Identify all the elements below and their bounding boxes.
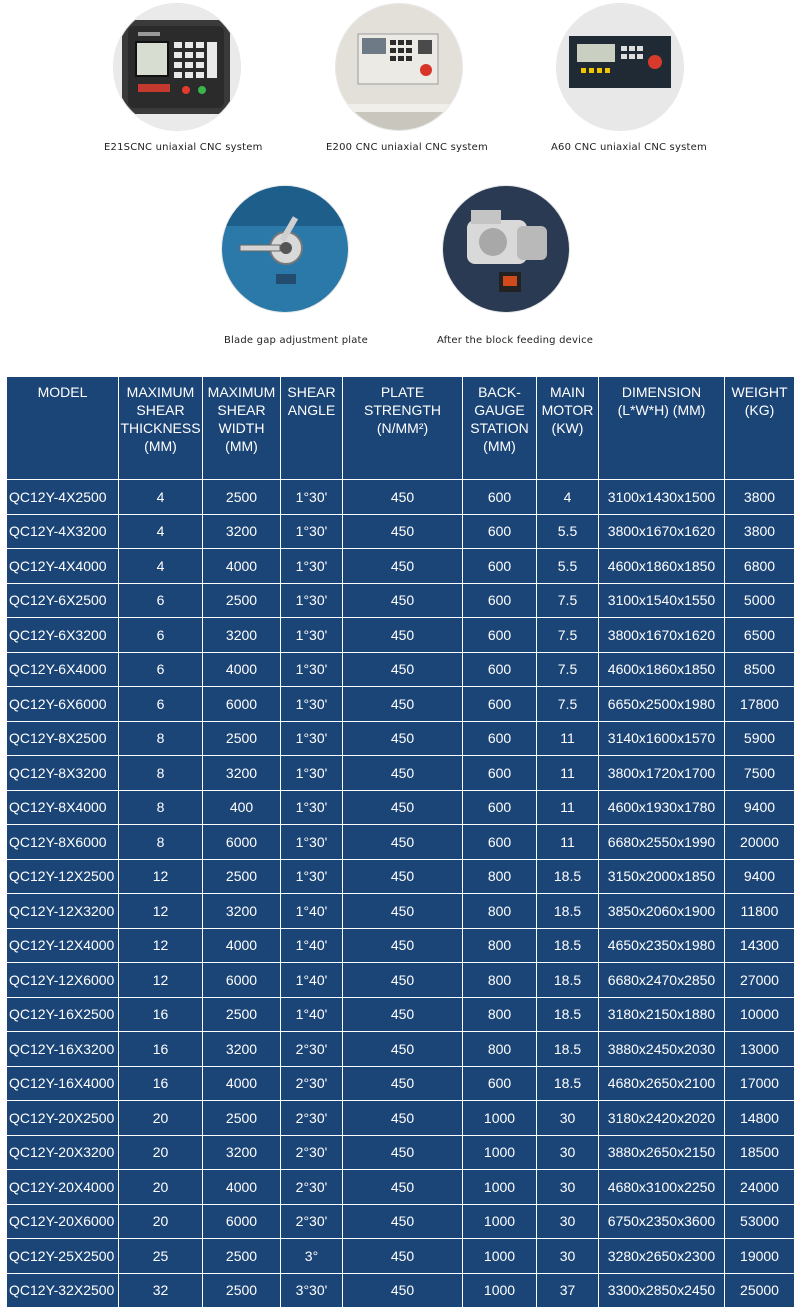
cell-backgauge: 800 <box>463 963 537 998</box>
cell-model: QC12Y-16X2500 <box>7 997 119 1032</box>
cell-strength: 450 <box>343 549 463 584</box>
cell-width: 6000 <box>203 963 281 998</box>
cell-angle: 1°30' <box>281 618 343 653</box>
cell-motor: 11 <box>537 825 599 860</box>
cell-dimension: 4600x1860x1850 <box>599 549 725 584</box>
cell-backgauge: 600 <box>463 790 537 825</box>
cell-strength: 450 <box>343 997 463 1032</box>
cell-width: 3200 <box>203 514 281 549</box>
cell-backgauge: 800 <box>463 859 537 894</box>
cell-width: 4000 <box>203 1170 281 1205</box>
e200-panel-photo <box>336 4 462 130</box>
cell-backgauge: 600 <box>463 514 537 549</box>
cell-thickness: 12 <box>119 894 203 929</box>
table-row <box>7 652 795 687</box>
cell-strength: 450 <box>343 583 463 618</box>
header-weight: WEIGHT (KG) <box>725 377 795 480</box>
cell-model: QC12Y-32X2500 <box>7 1273 119 1308</box>
cell-width: 2500 <box>203 859 281 894</box>
cell-width: 4000 <box>203 928 281 963</box>
cell-angle: 1°30' <box>281 514 343 549</box>
cell-width: 2500 <box>203 1239 281 1274</box>
cell-weight: 3800 <box>725 514 795 549</box>
cell-angle: 1°40' <box>281 928 343 963</box>
cell-weight: 24000 <box>725 1170 795 1205</box>
cell-thickness: 4 <box>119 549 203 584</box>
cell-motor: 30 <box>537 1204 599 1239</box>
feeding-device-caption: After the block feeding device <box>437 335 594 346</box>
cell-angle: 1°30' <box>281 687 343 722</box>
cell-weight: 9400 <box>725 790 795 825</box>
cell-strength: 450 <box>343 1032 463 1067</box>
cell-weight: 5900 <box>725 721 795 756</box>
cell-backgauge: 600 <box>463 756 537 791</box>
cell-thickness: 20 <box>119 1204 203 1239</box>
cell-angle: 2°30' <box>281 1170 343 1205</box>
cell-dimension: 4650x2350x1980 <box>599 928 725 963</box>
cell-motor: 11 <box>537 721 599 756</box>
cell-model: QC12Y-20X2500 <box>7 1101 119 1136</box>
table-row <box>7 997 795 1032</box>
cell-model: QC12Y-8X2500 <box>7 721 119 756</box>
header-thickness: MAXIMUM SHEAR THICKNESS (MM) <box>119 377 203 480</box>
cell-dimension: 3150x2000x1850 <box>599 859 725 894</box>
table-row <box>7 480 795 515</box>
cell-motor: 30 <box>537 1170 599 1205</box>
table-row <box>7 825 795 860</box>
table-row <box>7 859 795 894</box>
cell-motor: 18.5 <box>537 1032 599 1067</box>
header-strength: PLATE STRENGTH (N/MM²) <box>343 377 463 480</box>
cell-dimension: 3100x1540x1550 <box>599 583 725 618</box>
cell-thickness: 25 <box>119 1239 203 1274</box>
cell-strength: 450 <box>343 721 463 756</box>
cell-motor: 30 <box>537 1101 599 1136</box>
cell-weight: 19000 <box>725 1239 795 1274</box>
cell-backgauge: 1000 <box>463 1101 537 1136</box>
cell-angle: 1°30' <box>281 756 343 791</box>
cell-backgauge: 800 <box>463 894 537 929</box>
table-row <box>7 687 795 722</box>
cell-strength: 450 <box>343 894 463 929</box>
cell-backgauge: 1000 <box>463 1239 537 1274</box>
header-row <box>7 377 795 480</box>
cell-dimension: 4680x3100x2250 <box>599 1170 725 1205</box>
table-row <box>7 1066 795 1101</box>
cell-backgauge: 600 <box>463 480 537 515</box>
cell-motor: 18.5 <box>537 859 599 894</box>
cell-backgauge: 1000 <box>463 1170 537 1205</box>
table-row <box>7 583 795 618</box>
cell-motor: 18.5 <box>537 1066 599 1101</box>
cell-model: QC12Y-6X6000 <box>7 687 119 722</box>
cell-dimension: 6650x2500x1980 <box>599 687 725 722</box>
cell-dimension: 3280x2650x2300 <box>599 1239 725 1274</box>
cell-angle: 1°30' <box>281 859 343 894</box>
cell-width: 3200 <box>203 1135 281 1170</box>
cell-thickness: 8 <box>119 756 203 791</box>
cell-dimension: 3180x2150x1880 <box>599 997 725 1032</box>
cell-thickness: 16 <box>119 1032 203 1067</box>
cell-backgauge: 800 <box>463 997 537 1032</box>
cell-weight: 7500 <box>725 756 795 791</box>
cell-dimension: 4600x1930x1780 <box>599 790 725 825</box>
cell-angle: 1°40' <box>281 894 343 929</box>
cell-strength: 450 <box>343 652 463 687</box>
cell-motor: 7.5 <box>537 652 599 687</box>
cell-dimension: 3800x1670x1620 <box>599 514 725 549</box>
cell-model: QC12Y-6X3200 <box>7 618 119 653</box>
cell-weight: 53000 <box>725 1204 795 1239</box>
table-row <box>7 549 795 584</box>
cell-dimension: 6680x2470x2850 <box>599 963 725 998</box>
cell-weight: 17000 <box>725 1066 795 1101</box>
header-backgauge: BACK-GAUGE STATION (MM) <box>463 377 537 480</box>
cell-backgauge: 600 <box>463 1066 537 1101</box>
cell-weight: 9400 <box>725 859 795 894</box>
cell-backgauge: 600 <box>463 583 537 618</box>
cell-thickness: 20 <box>119 1101 203 1136</box>
cell-model: QC12Y-20X4000 <box>7 1170 119 1205</box>
cell-dimension: 3850x2060x1900 <box>599 894 725 929</box>
cell-motor: 5.5 <box>537 514 599 549</box>
cell-strength: 450 <box>343 1204 463 1239</box>
cell-angle: 2°30' <box>281 1204 343 1239</box>
cell-dimension: 3300x2850x2450 <box>599 1273 725 1308</box>
cell-angle: 2°30' <box>281 1135 343 1170</box>
cell-angle: 1°30' <box>281 825 343 860</box>
cell-motor: 18.5 <box>537 997 599 1032</box>
cell-thickness: 32 <box>119 1273 203 1308</box>
cell-strength: 450 <box>343 618 463 653</box>
cell-dimension: 3140x1600x1570 <box>599 721 725 756</box>
table-row <box>7 514 795 549</box>
cell-thickness: 20 <box>119 1170 203 1205</box>
cell-model: QC12Y-8X6000 <box>7 825 119 860</box>
cell-motor: 5.5 <box>537 549 599 584</box>
cell-angle: 1°30' <box>281 480 343 515</box>
cell-model: QC12Y-25X2500 <box>7 1239 119 1274</box>
cell-model: QC12Y-12X6000 <box>7 963 119 998</box>
cell-model: QC12Y-20X6000 <box>7 1204 119 1239</box>
cell-motor: 7.5 <box>537 583 599 618</box>
cell-weight: 14300 <box>725 928 795 963</box>
cell-model: QC12Y-20X3200 <box>7 1135 119 1170</box>
cell-strength: 450 <box>343 1239 463 1274</box>
cell-dimension: 3800x1670x1620 <box>599 618 725 653</box>
cell-width: 4000 <box>203 549 281 584</box>
table-row <box>7 1032 795 1067</box>
cell-model: QC12Y-6X2500 <box>7 583 119 618</box>
cell-backgauge: 600 <box>463 721 537 756</box>
cell-angle: 3° <box>281 1239 343 1274</box>
cell-thickness: 4 <box>119 480 203 515</box>
cell-thickness: 6 <box>119 687 203 722</box>
cell-weight: 17800 <box>725 687 795 722</box>
table-row <box>7 1239 795 1274</box>
cell-model: QC12Y-8X4000 <box>7 790 119 825</box>
cell-weight: 6800 <box>725 549 795 584</box>
cell-width: 2500 <box>203 997 281 1032</box>
cell-motor: 7.5 <box>537 687 599 722</box>
cell-model: QC12Y-6X4000 <box>7 652 119 687</box>
cell-strength: 450 <box>343 1101 463 1136</box>
cell-backgauge: 600 <box>463 549 537 584</box>
cell-thickness: 6 <box>119 583 203 618</box>
table-row <box>7 1170 795 1205</box>
cell-width: 4000 <box>203 1066 281 1101</box>
table-row <box>7 894 795 929</box>
cell-motor: 11 <box>537 756 599 791</box>
cell-width: 400 <box>203 790 281 825</box>
cell-backgauge: 800 <box>463 1032 537 1067</box>
cell-angle: 2°30' <box>281 1101 343 1136</box>
cell-weight: 8500 <box>725 652 795 687</box>
cell-backgauge: 1000 <box>463 1204 537 1239</box>
a60-panel-photo <box>557 4 683 130</box>
cell-angle: 1°40' <box>281 997 343 1032</box>
cell-angle: 1°30' <box>281 790 343 825</box>
cell-width: 3200 <box>203 618 281 653</box>
cell-weight: 13000 <box>725 1032 795 1067</box>
cell-model: QC12Y-12X2500 <box>7 859 119 894</box>
cell-thickness: 20 <box>119 1135 203 1170</box>
table-row <box>7 963 795 998</box>
cell-angle: 3°30' <box>281 1273 343 1308</box>
cell-model: QC12Y-4X2500 <box>7 480 119 515</box>
cell-thickness: 12 <box>119 963 203 998</box>
cell-strength: 450 <box>343 480 463 515</box>
cell-motor: 18.5 <box>537 963 599 998</box>
blade-gap-photo <box>222 186 348 312</box>
cell-model: QC12Y-4X4000 <box>7 549 119 584</box>
cell-backgauge: 600 <box>463 652 537 687</box>
cell-thickness: 4 <box>119 514 203 549</box>
e21s-panel-photo <box>114 4 240 130</box>
cell-strength: 450 <box>343 1273 463 1308</box>
cell-backgauge: 1000 <box>463 1273 537 1308</box>
cell-angle: 1°30' <box>281 549 343 584</box>
cell-strength: 450 <box>343 790 463 825</box>
cell-angle: 2°30' <box>281 1032 343 1067</box>
cell-strength: 450 <box>343 1170 463 1205</box>
cell-angle: 1°30' <box>281 721 343 756</box>
cell-weight: 11800 <box>725 894 795 929</box>
cell-strength: 450 <box>343 928 463 963</box>
cell-weight: 5000 <box>725 583 795 618</box>
cell-width: 6000 <box>203 825 281 860</box>
cell-motor: 7.5 <box>537 618 599 653</box>
cell-dimension: 3180x2420x2020 <box>599 1101 725 1136</box>
cell-motor: 30 <box>537 1239 599 1274</box>
cell-weight: 20000 <box>725 825 795 860</box>
cell-thickness: 8 <box>119 721 203 756</box>
cell-weight: 14800 <box>725 1101 795 1136</box>
cell-width: 3200 <box>203 1032 281 1067</box>
cell-model: QC12Y-8X3200 <box>7 756 119 791</box>
cell-motor: 18.5 <box>537 894 599 929</box>
cell-model: QC12Y-4X3200 <box>7 514 119 549</box>
cell-dimension: 4680x2650x2100 <box>599 1066 725 1101</box>
cell-angle: 1°40' <box>281 963 343 998</box>
cell-width: 2500 <box>203 480 281 515</box>
spec-table <box>6 376 795 1308</box>
header-angle: SHEAR ANGLE <box>281 377 343 480</box>
cell-model: QC12Y-16X3200 <box>7 1032 119 1067</box>
cell-dimension: 3100x1430x1500 <box>599 480 725 515</box>
cell-backgauge: 600 <box>463 825 537 860</box>
cell-thickness: 12 <box>119 928 203 963</box>
cell-width: 3200 <box>203 894 281 929</box>
cell-strength: 450 <box>343 1066 463 1101</box>
table-row <box>7 1101 795 1136</box>
cell-backgauge: 600 <box>463 618 537 653</box>
cell-thickness: 6 <box>119 618 203 653</box>
e21s-caption: E21SCNC uniaxial CNC system <box>104 142 263 153</box>
table-row <box>7 756 795 791</box>
e200-caption: E200 CNC uniaxial CNC system <box>326 142 488 153</box>
cell-thickness: 16 <box>119 1066 203 1101</box>
cell-motor: 18.5 <box>537 928 599 963</box>
cell-width: 2500 <box>203 1101 281 1136</box>
cell-dimension: 6680x2550x1990 <box>599 825 725 860</box>
cell-backgauge: 600 <box>463 687 537 722</box>
cell-weight: 10000 <box>725 997 795 1032</box>
blade-gap-caption: Blade gap adjustment plate <box>224 335 369 346</box>
cell-weight: 3800 <box>725 480 795 515</box>
cell-strength: 450 <box>343 687 463 722</box>
cell-thickness: 6 <box>119 652 203 687</box>
cell-width: 2500 <box>203 583 281 618</box>
header-model: MODEL <box>7 377 119 480</box>
table-row <box>7 1135 795 1170</box>
cell-angle: 1°30' <box>281 652 343 687</box>
cell-dimension: 3880x2450x2030 <box>599 1032 725 1067</box>
cell-strength: 450 <box>343 514 463 549</box>
cell-model: QC12Y-12X4000 <box>7 928 119 963</box>
cell-strength: 450 <box>343 1135 463 1170</box>
cell-model: QC12Y-12X3200 <box>7 894 119 929</box>
header-dimension: DIMENSION (L*W*H) (MM) <box>599 377 725 480</box>
cell-thickness: 16 <box>119 997 203 1032</box>
cell-dimension: 6750x2350x3600 <box>599 1204 725 1239</box>
cell-width: 3200 <box>203 756 281 791</box>
cell-strength: 450 <box>343 963 463 998</box>
cell-width: 6000 <box>203 1204 281 1239</box>
cell-backgauge: 1000 <box>463 1135 537 1170</box>
cell-strength: 450 <box>343 825 463 860</box>
cell-width: 6000 <box>203 687 281 722</box>
table-row <box>7 1204 795 1239</box>
cell-thickness: 8 <box>119 825 203 860</box>
cell-backgauge: 800 <box>463 928 537 963</box>
cell-dimension: 4600x1860x1850 <box>599 652 725 687</box>
cell-motor: 4 <box>537 480 599 515</box>
cell-width: 4000 <box>203 652 281 687</box>
cell-strength: 450 <box>343 859 463 894</box>
cell-dimension: 3800x1720x1700 <box>599 756 725 791</box>
cell-width: 2500 <box>203 1273 281 1308</box>
cell-thickness: 8 <box>119 790 203 825</box>
cell-motor: 37 <box>537 1273 599 1308</box>
table-row <box>7 618 795 653</box>
cell-dimension: 3880x2650x2150 <box>599 1135 725 1170</box>
cell-weight: 27000 <box>725 963 795 998</box>
cell-thickness: 12 <box>119 859 203 894</box>
cell-model: QC12Y-16X4000 <box>7 1066 119 1101</box>
header-width: MAXIMUM SHEAR WIDTH (MM) <box>203 377 281 480</box>
a60-caption: A60 CNC uniaxial CNC system <box>551 142 707 153</box>
table-row <box>7 1273 795 1308</box>
cell-weight: 18500 <box>725 1135 795 1170</box>
table-row <box>7 928 795 963</box>
cell-weight: 25000 <box>725 1273 795 1308</box>
cell-weight: 6500 <box>725 618 795 653</box>
cell-width: 2500 <box>203 721 281 756</box>
table-row <box>7 721 795 756</box>
feeding-device-photo <box>443 186 569 312</box>
cell-angle: 1°30' <box>281 583 343 618</box>
header-motor: MAIN MOTOR (KW) <box>537 377 599 480</box>
table-row <box>7 790 795 825</box>
cell-motor: 11 <box>537 790 599 825</box>
cell-strength: 450 <box>343 756 463 791</box>
cell-angle: 2°30' <box>281 1066 343 1101</box>
cell-motor: 30 <box>537 1135 599 1170</box>
